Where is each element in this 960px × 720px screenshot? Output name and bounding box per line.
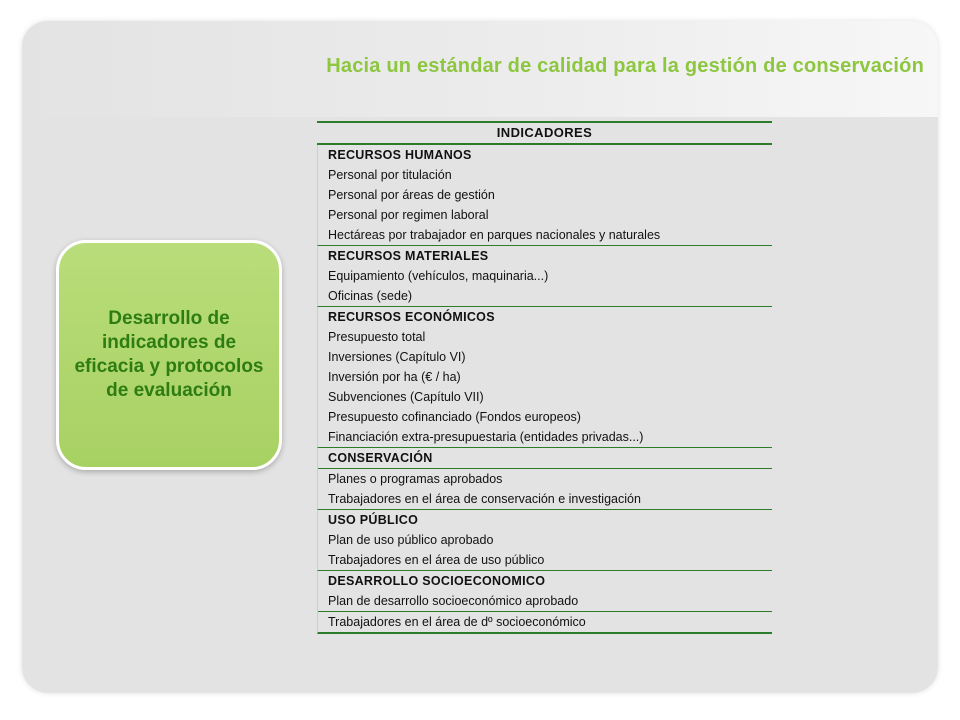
table-row: Presupuesto total bbox=[328, 330, 426, 344]
table-row: Presupuesto cofinanciado (Fondos europeos) bbox=[328, 410, 581, 424]
section-uso-publico bbox=[317, 510, 772, 571]
section-recursos-economicos bbox=[317, 307, 772, 448]
section-heading: RECURSOS HUMANOS bbox=[328, 148, 472, 162]
indicators-table bbox=[317, 121, 772, 634]
table-row: Equipamiento (vehículos, maquinaria...) bbox=[328, 269, 549, 283]
section-recursos-humanos bbox=[317, 145, 772, 246]
section-conservacion bbox=[317, 448, 772, 510]
section-heading: USO PÚBLICO bbox=[328, 513, 419, 527]
table-row: Plan de desarrollo socioeconómico aprobado bbox=[328, 594, 579, 608]
table-row: Inversiones (Capítulo VI) bbox=[328, 350, 466, 364]
section-heading: CONSERVACIÓN bbox=[318, 448, 772, 469]
table-row: Personal por titulación bbox=[328, 168, 452, 182]
table-header: INDICADORES bbox=[317, 121, 772, 145]
section-heading: DESARROLLO SOCIOECONOMICO bbox=[328, 574, 546, 588]
table-row: Trabajadores en el área de conservación e investigación bbox=[328, 492, 641, 506]
table-row: Hectáreas por trabajador en parques nacionales y naturales bbox=[328, 228, 661, 242]
table-row: Inversión por ha (€ / ha) bbox=[328, 370, 461, 384]
table-row: Financiación extra-presupuestaria (entidades privadas...) bbox=[328, 430, 644, 444]
section-recursos-materiales bbox=[317, 246, 772, 307]
slide-title: Hacia un estándar de calidad para la gestión de conservación bbox=[326, 55, 924, 77]
table-row: Personal por áreas de gestión bbox=[328, 188, 495, 202]
table-row: Plan de uso público aprobado bbox=[328, 533, 494, 547]
badge-text: Desarrollo de indicadores de eficacia y protocolos de evaluación bbox=[74, 308, 264, 401]
table-row: Oficinas (sede) bbox=[328, 289, 413, 303]
badge-box bbox=[56, 240, 282, 470]
table-row: Trabajadores en el área de dº socioeconómico bbox=[318, 611, 772, 632]
table-row: Planes o programas aprobados bbox=[328, 472, 503, 486]
table-row: Subvenciones (Capítulo VII) bbox=[328, 390, 484, 404]
table-row: Trabajadores en el área de uso público bbox=[328, 553, 545, 567]
section-heading: RECURSOS ECONÓMICOS bbox=[328, 310, 495, 324]
section-heading: RECURSOS MATERIALES bbox=[328, 249, 489, 263]
table-row: Personal por regimen laboral bbox=[328, 208, 489, 222]
section-desarrollo-socioeconomico bbox=[317, 571, 772, 634]
